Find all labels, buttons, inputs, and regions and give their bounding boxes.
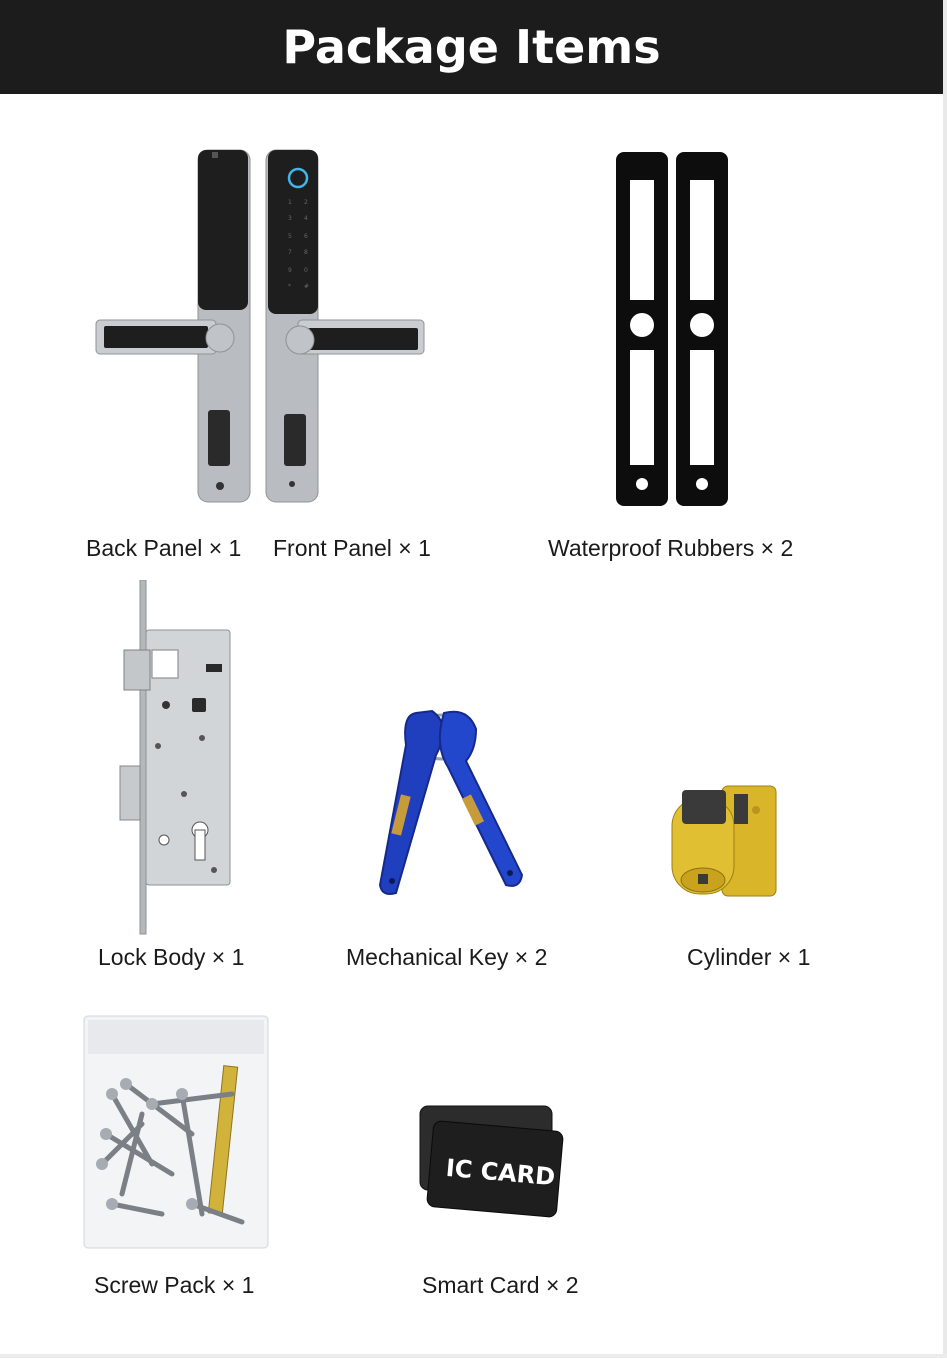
svg-text:9: 9 (288, 267, 292, 274)
svg-text:#: # (304, 283, 310, 290)
right-border (943, 0, 947, 1358)
back-and-front-panel-image (90, 148, 430, 508)
svg-text:0: 0 (304, 267, 308, 274)
header-banner (0, 0, 943, 94)
bottom-border (0, 1354, 947, 1358)
front-panel-label: Front Panel × 1 (273, 535, 431, 561)
screw-pack-label: Screw Pack × 1 (94, 1272, 255, 1298)
smart-cards-image (418, 1104, 564, 1226)
svg-text:8: 8 (304, 249, 308, 256)
svg-text:2: 2 (304, 199, 308, 206)
lock-body-label: Lock Body × 1 (98, 944, 245, 970)
mechanical-keys-image (372, 705, 532, 901)
screw-pack-image (82, 1014, 270, 1250)
cylinder-label: Cylinder × 1 (687, 944, 811, 970)
mechanical-key-label: Mechanical Key × 2 (346, 944, 548, 970)
svg-text:1: 1 (288, 199, 292, 206)
svg-text:4: 4 (304, 215, 308, 222)
cylinder-image (668, 770, 780, 900)
svg-text:5: 5 (288, 233, 292, 240)
svg-text:*: * (288, 283, 291, 290)
smart-card-label: Smart Card × 2 (422, 1272, 579, 1298)
waterproof-rubbers-image (614, 150, 730, 508)
svg-text:6: 6 (304, 233, 308, 240)
ic-card-text: IC CARD (444, 1153, 557, 1192)
lock-body-image (118, 580, 236, 936)
svg-text:3: 3 (288, 215, 292, 222)
page-title: Package Items (282, 20, 661, 74)
back-panel-label: Back Panel × 1 (86, 535, 242, 561)
svg-text:7: 7 (288, 249, 292, 256)
waterproof-rubbers-label: Waterproof Rubbers × 2 (548, 535, 794, 561)
